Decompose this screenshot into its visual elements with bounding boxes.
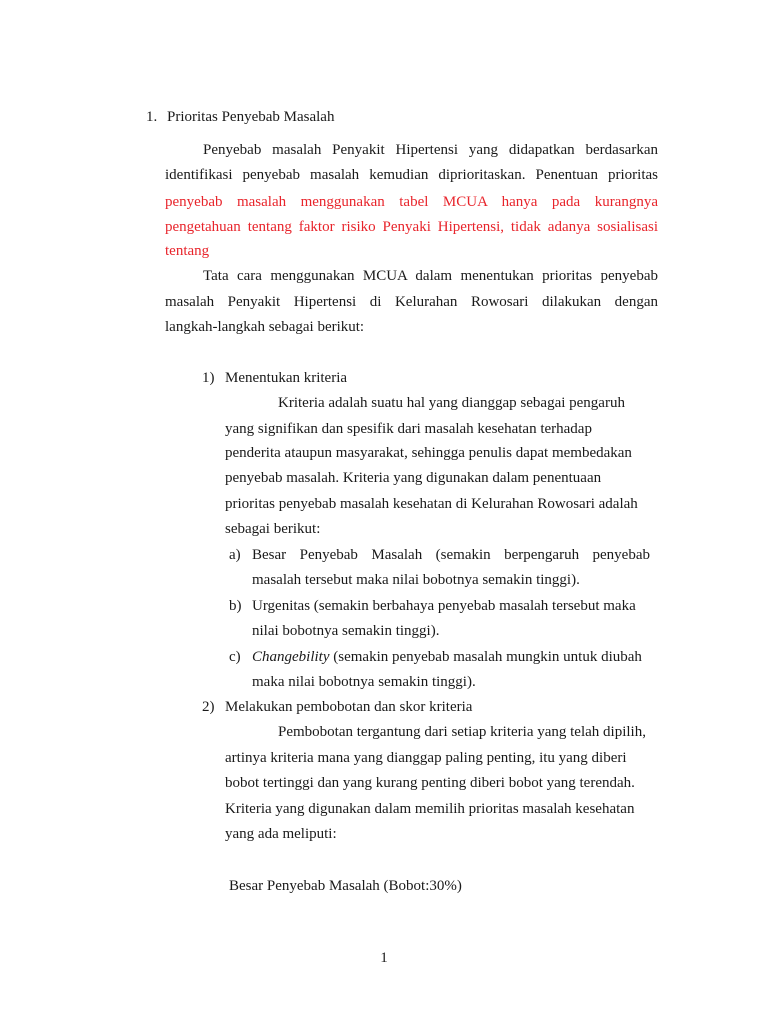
step-line: penyebab masalah. Kriteria yang digunakan dalam penentuaan	[225, 470, 602, 486]
step-line: yang signifikan dan spesifik dari masalah kesehatan terhadap	[225, 421, 592, 437]
list-marker: a)	[229, 547, 241, 563]
step-title: Menentukan kriteria	[225, 370, 348, 386]
list-item-line: Besar Penyebab Masalah (semakin berpengaruh penyebab	[252, 547, 650, 563]
step-line: artinya kriteria mana yang dianggap paling penting, itu yang diberi	[225, 750, 627, 766]
step-line: sebagai berikut:	[225, 521, 321, 537]
list-item-text: (semakin penyebab masalah mungkin untuk diubah	[329, 649, 642, 665]
list-marker: b)	[229, 598, 242, 614]
step-line: Pembobotan tergantung dari setiap kriteria yang telah dipilih,	[278, 724, 646, 740]
section-number: 1.	[146, 109, 158, 125]
list-item-line: maka nilai bobotnya semakin tinggi).	[252, 674, 476, 690]
step-line: yang ada meliputi:	[225, 826, 337, 842]
paragraph-line: Tata cara menggunakan MCUA dalam menentukan prioritas penyebab	[203, 268, 658, 284]
step-title: Melakukan pembobotan dan skor kriteria	[225, 699, 473, 715]
list-item-line: Urgenitas (semakin berbahaya penyebab masalah tersebut maka	[252, 598, 636, 614]
step-line: penderita ataupun masyarakat, sehingga penulis dapat membedakan	[225, 445, 632, 461]
highlighted-line: tentang	[165, 243, 210, 259]
step-line: Kriteria yang digunakan dalam memilih prioritas masalah kesehatan	[225, 801, 635, 817]
list-item-line	[252, 647, 642, 667]
paragraph-line: langkah-langkah sebagai berikut:	[165, 319, 365, 335]
paragraph-line: masalah Penyakit Hipertensi di Kelurahan Rowosari dilakukan dengan	[165, 294, 658, 310]
highlighted-line: pengetahuan tentang faktor risiko Penyaki Hipertensi, tidak adanya sosialisasi	[165, 219, 658, 235]
step-number: 1)	[202, 370, 215, 386]
list-item-line: nilai bobotnya semakin tinggi).	[252, 623, 440, 639]
step-line: prioritas penyebab masalah kesehatan di Kelurahan Rowosari adalah	[225, 496, 638, 512]
step-line: bobot tertinggi dan yang kurang penting diberi bobot yang terendah.	[225, 775, 635, 791]
highlighted-line: penyebab masalah menggunakan tabel MCUA hanya pada kurangnya	[165, 194, 658, 210]
paragraph-line: Penyebab masalah Penyakit Hipertensi yang didapatkan berdasarkan	[203, 142, 658, 158]
list-item-line: masalah tersebut maka nilai bobotnya semakin tinggi).	[252, 572, 580, 588]
criteria-subheading: Besar Penyebab Masalah (Bobot:30%)	[229, 878, 462, 894]
step-line: Kriteria adalah suatu hal yang dianggap sebagai pengaruh	[278, 395, 625, 411]
page-number: 1	[380, 950, 388, 966]
paragraph-line: identifikasi penyebab masalah kemudian diprioritaskan. Penentuan prioritas	[165, 167, 658, 183]
italic-term: Changebility	[252, 649, 330, 665]
list-marker: c)	[229, 649, 241, 665]
step-number: 2)	[202, 699, 215, 715]
section-title: Prioritas Penyebab Masalah	[167, 109, 335, 125]
